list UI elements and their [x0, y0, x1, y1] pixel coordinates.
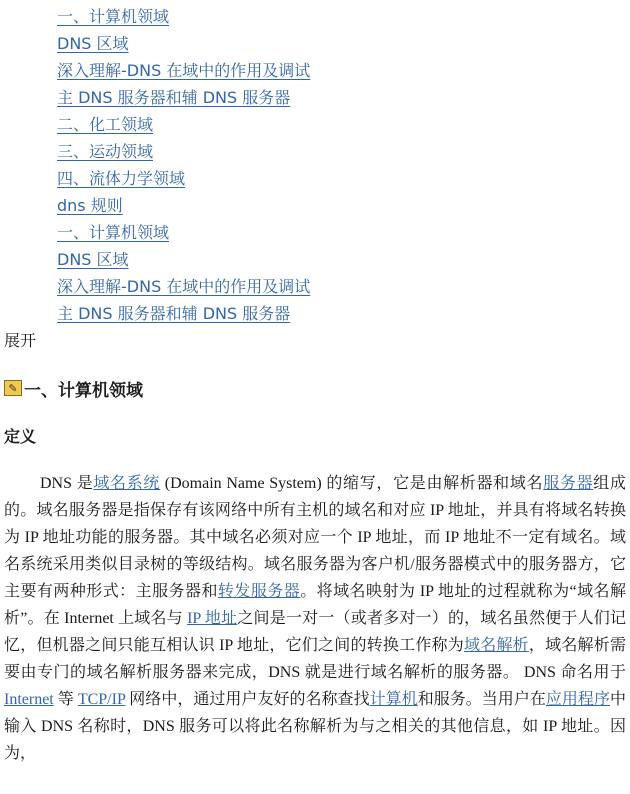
paragraph-text: 和服务。当用户在	[417, 691, 546, 708]
section-title: 一、计算机领域	[24, 380, 143, 401]
toc-item	[57, 3, 310, 30]
toc-link[interactable]: DNS 区域	[57, 34, 129, 53]
toc-item	[57, 57, 310, 84]
toc-link[interactable]: 深入理解-DNS 在域中的作用及调试	[57, 61, 311, 80]
paragraph-text: 网络中，通过用户友好的名称查找	[125, 691, 370, 708]
paragraph-text: 。将域名映射为 IP 地址的过程就称为“域名解析”。在 Internet 上域名与	[4, 583, 626, 627]
toc-item	[57, 138, 310, 165]
toc-item	[57, 273, 310, 300]
toc-item	[57, 192, 310, 219]
paragraph-text: 组成的。域名服务器是指保存有该网络中所有主机的域名和对应 IP 地址，并具有将域名转换为 IP 地址功能的服务器。其中域名必须对应一个 IP 地址，而 IP 地址不一定有域名。域名系统采用类似目录树的等级结构。域名服务器为客户机/服务器模式中的服务器方，它主要有两种形式：主服务器和	[4, 475, 626, 600]
inline-link[interactable]: 域名系统	[93, 475, 161, 492]
toc-item	[57, 300, 310, 327]
definition-paragraph	[4, 470, 626, 767]
paragraph-text: 中输入 DNS 名称时，DNS 服务可以将此名称解析为与之相关的其他信息，如 IP 地址。因为，	[4, 691, 626, 762]
toc-item	[57, 111, 310, 138]
edit-pencil-icon[interactable]: ✎	[4, 380, 22, 396]
toc-link[interactable]: 二、化工领域	[57, 115, 154, 134]
inline-link[interactable]: 转发服务器	[217, 583, 301, 600]
toc-item	[57, 246, 310, 273]
paragraph-text: DNS 是	[40, 475, 94, 492]
inline-link[interactable]: Internet	[4, 691, 54, 708]
toc-item	[57, 84, 310, 111]
toc-link[interactable]: 主 DNS 服务器和辅 DNS 服务器	[57, 304, 291, 323]
paragraph-text: 之间是一对一（或者多对一）的，域名虽然便于人们记忆，但机器之间只能互相认识 IP 地址，它们之间的转换工作称为	[4, 610, 626, 654]
toc-link[interactable]: 主 DNS 服务器和辅 DNS 服务器	[57, 88, 291, 107]
inline-link[interactable]: TCP/IP	[77, 691, 126, 708]
definition-heading: 定义	[4, 427, 37, 446]
toc-link[interactable]: DNS 区域	[57, 250, 129, 269]
section-header	[4, 374, 143, 402]
inline-link[interactable]: 域名解析	[464, 637, 529, 654]
toc-link[interactable]: 三、运动领域	[57, 142, 154, 161]
toc-link[interactable]: 四、流体力学领域	[57, 169, 186, 188]
toc-item	[57, 219, 310, 246]
toc-item	[57, 165, 310, 192]
inline-link[interactable]: 应用程序	[545, 691, 610, 708]
toc-item	[57, 30, 310, 57]
toc-link[interactable]: 深入理解-DNS 在域中的作用及调试	[57, 277, 311, 296]
inline-link[interactable]: IP 地址	[187, 610, 238, 627]
paragraph-text: (Domain Name System) 的缩写，它是由解析器和域名	[160, 475, 544, 492]
paragraph-text: ，域名解析需要由专门的域名解析服务器来完成，DNS 就是进行域名解析的服务器。 DNS 命名用于	[4, 637, 626, 681]
toc-link[interactable]: 一、计算机领域	[57, 223, 170, 242]
inline-link[interactable]: 服务器	[543, 475, 594, 492]
toc-link[interactable]: 一、计算机领域	[57, 7, 170, 26]
inline-link[interactable]: 计算机	[369, 691, 418, 708]
table-of-contents	[57, 3, 310, 327]
expand-toggle[interactable]: 展开	[4, 331, 37, 350]
paragraph-text: 等	[53, 691, 78, 708]
toc-link[interactable]: dns 规则	[57, 196, 123, 215]
